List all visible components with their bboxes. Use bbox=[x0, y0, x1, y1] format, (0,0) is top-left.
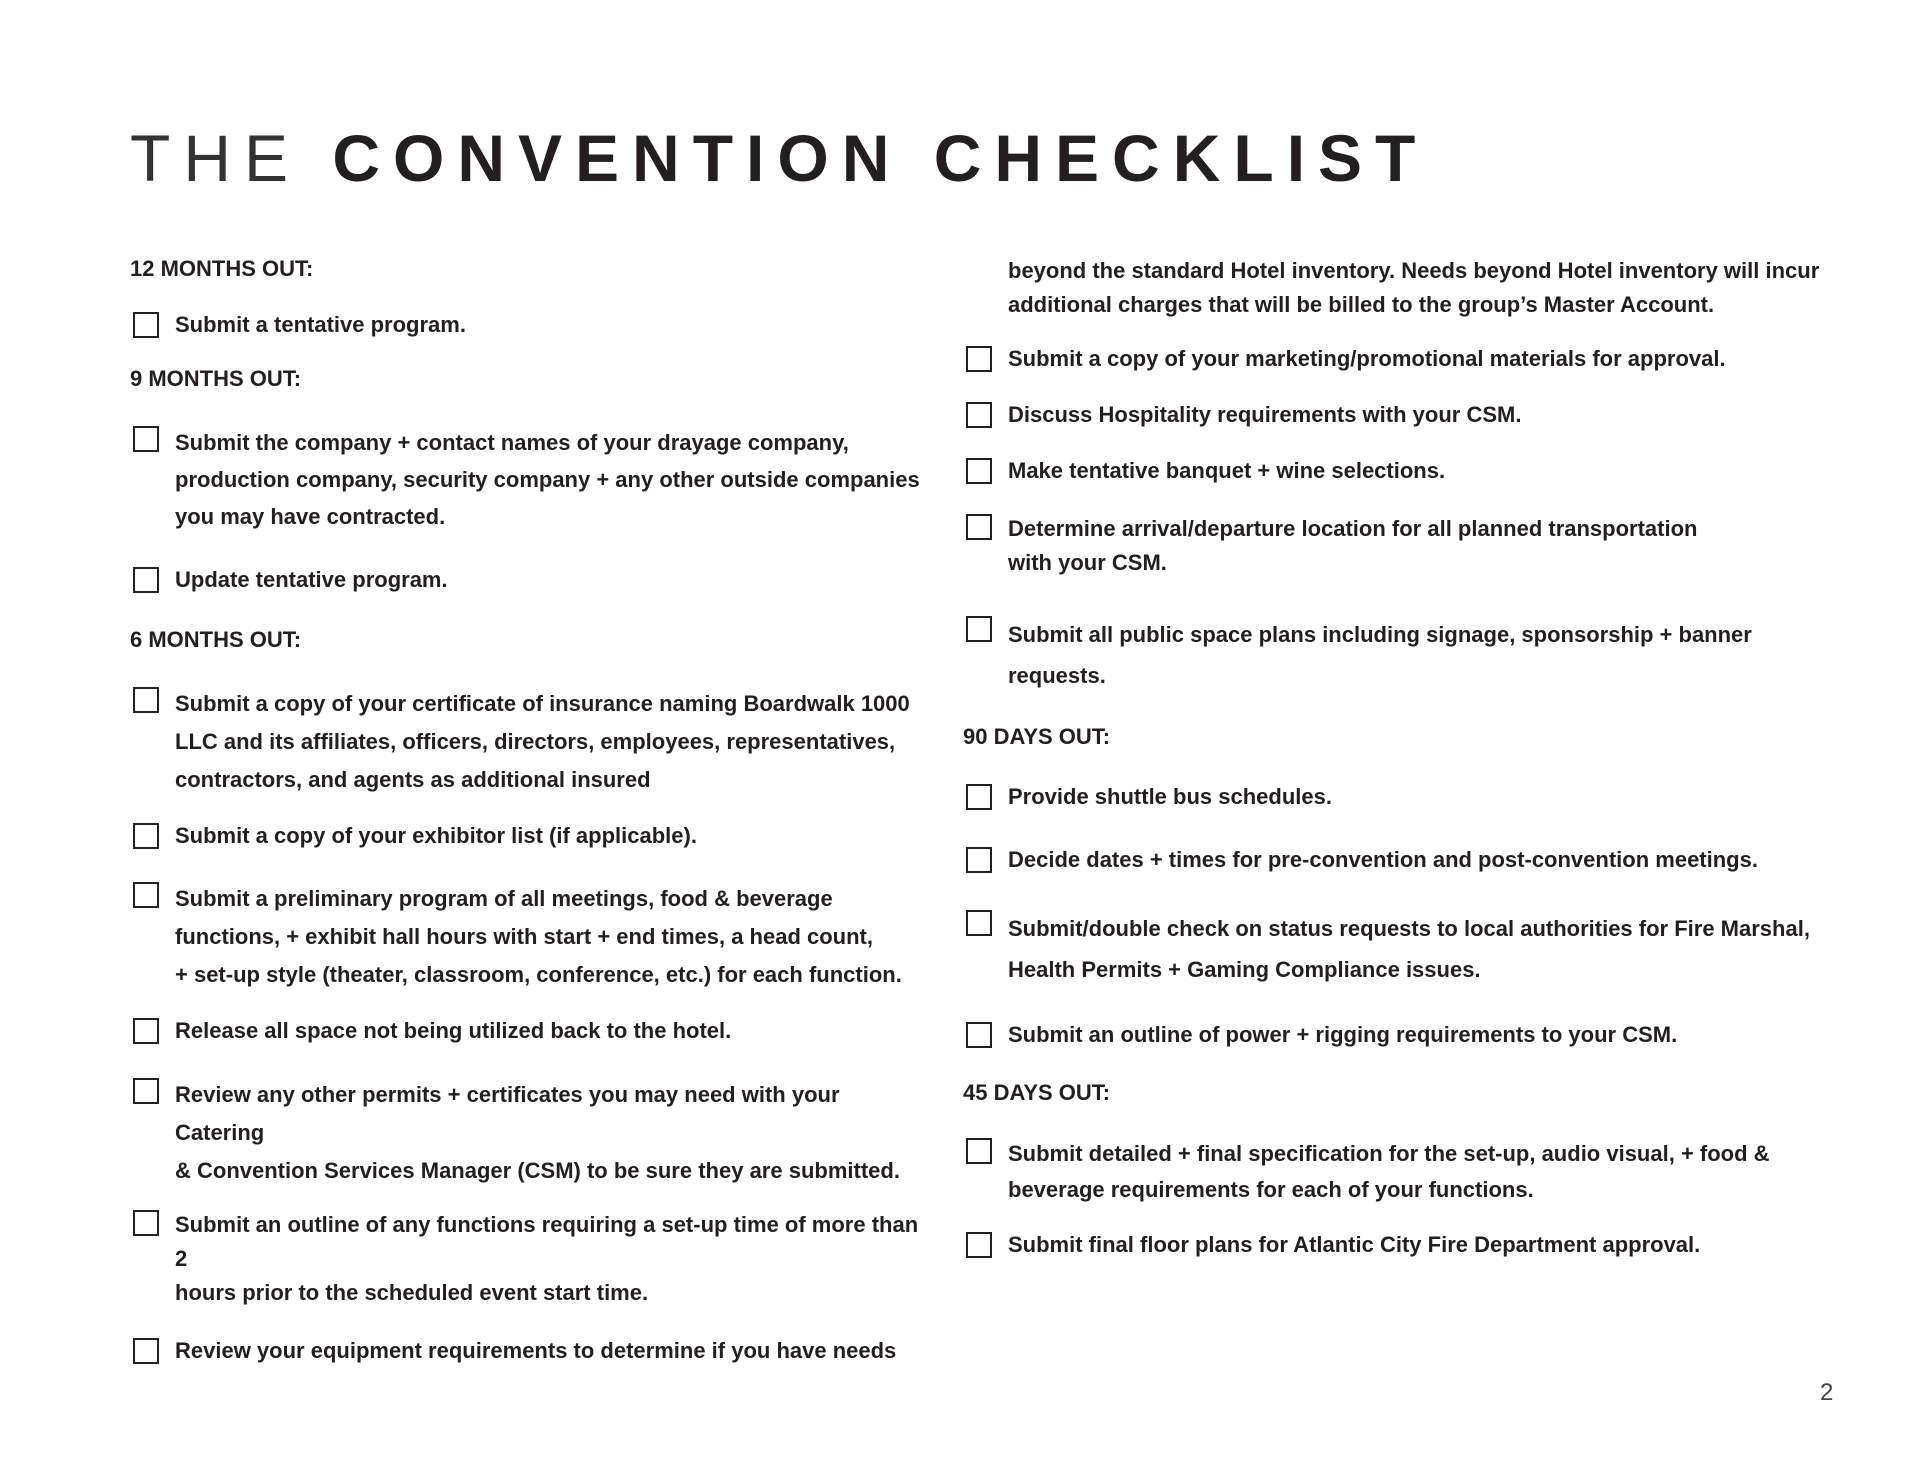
item-text: Discuss Hospitality requirements with your CSM. bbox=[1008, 402, 1522, 427]
item-text: Release all space not being utilized back to the hotel. bbox=[175, 1018, 732, 1043]
checkbox[interactable] bbox=[966, 346, 992, 372]
checklist-item[interactable] bbox=[963, 908, 1823, 990]
item-text: Provide shuttle bus schedules. bbox=[1008, 784, 1332, 809]
item-text: Review any other permits + certificates you may need with your Catering & Convention Services Manager (CSM) to be sure they are submitted. bbox=[175, 1082, 900, 1183]
title-the: THE bbox=[130, 121, 301, 195]
right-column bbox=[963, 254, 1823, 1260]
checkbox[interactable] bbox=[966, 402, 992, 428]
heading-12-months: 12 MONTHS OUT: bbox=[130, 256, 314, 281]
checklist-item[interactable] bbox=[130, 1076, 920, 1190]
item-text: Make tentative banquet + wine selections. bbox=[1008, 458, 1446, 483]
checkbox[interactable] bbox=[966, 784, 992, 810]
item-text: Submit detailed + final specification for the set-up, audio visual, + food & beverage requirements for each of your functions. bbox=[1008, 1141, 1770, 1202]
title-convention-checklist: CONVENTION CHECKLIST bbox=[332, 121, 1429, 195]
checkbox[interactable] bbox=[966, 1022, 992, 1048]
item-text: Submit all public space plans including signage, sponsorship + banner requests. bbox=[1008, 622, 1752, 688]
checklist-item[interactable] bbox=[130, 310, 920, 340]
checkbox[interactable] bbox=[966, 910, 992, 936]
checkbox[interactable] bbox=[966, 847, 992, 873]
checklist-item[interactable] bbox=[130, 685, 920, 799]
checkbox[interactable] bbox=[133, 1078, 159, 1104]
checklist-item[interactable] bbox=[963, 845, 1823, 875]
heading-90-days: 90 DAYS OUT: bbox=[963, 724, 1111, 749]
checklist-item[interactable] bbox=[130, 1208, 920, 1310]
checkbox[interactable] bbox=[966, 616, 992, 642]
checkbox[interactable] bbox=[133, 823, 159, 849]
item-text: Submit the company + contact names of your drayage company, production company, security company + any other outside companies you may have contracted. bbox=[175, 430, 920, 529]
checkbox[interactable] bbox=[133, 312, 159, 338]
checklist-item[interactable] bbox=[130, 821, 920, 851]
item-text: Submit a copy of your marketing/promotional materials for approval. bbox=[1008, 346, 1726, 371]
left-column bbox=[130, 254, 920, 1366]
item-text: Update tentative program. bbox=[175, 567, 448, 592]
continued-item-text: beyond the standard Hotel inventory. Needs beyond Hotel inventory will incur additional charges that will be billed to the group’s Master Account. bbox=[1008, 258, 1820, 317]
checkbox[interactable] bbox=[133, 1338, 159, 1364]
item-text: Determine arrival/departure location for all planned transportation with your CSM. bbox=[1008, 516, 1698, 575]
checklist-item[interactable] bbox=[130, 1016, 920, 1046]
checkbox[interactable] bbox=[966, 1138, 992, 1164]
checklist-item[interactable] bbox=[963, 456, 1823, 486]
checklist-item[interactable] bbox=[963, 344, 1823, 374]
checklist-item[interactable] bbox=[130, 565, 920, 595]
checklist-item[interactable] bbox=[130, 424, 920, 535]
checkbox[interactable] bbox=[966, 514, 992, 540]
item-text: Submit a copy of your exhibitor list (if applicable). bbox=[175, 823, 697, 848]
checklist-item[interactable] bbox=[963, 1020, 1823, 1050]
item-text: Submit an outline of any functions requiring a set-up time of more than 2 hours prior to the scheduled event start time. bbox=[175, 1212, 919, 1305]
item-text: Submit final floor plans for Atlantic City Fire Department approval. bbox=[1008, 1232, 1701, 1257]
item-text: Submit an outline of power + rigging requirements to your CSM. bbox=[1008, 1022, 1678, 1047]
item-text: Submit a preliminary program of all meetings, food & beverage functions, + exhibit hall hours with start + end times, a head count, + set-up style (theater, classroom, conference, etc.) for each function. bbox=[175, 886, 902, 987]
checklist-item[interactable] bbox=[963, 1136, 1823, 1208]
item-text: Submit/double check on status requests to local authorities for Fire Marshal, Health Permits + Gaming Compliance issues. bbox=[1008, 916, 1810, 982]
checklist-item[interactable] bbox=[130, 1336, 920, 1366]
checklist-item[interactable] bbox=[130, 880, 920, 994]
checklist-item[interactable] bbox=[963, 614, 1823, 696]
checkbox[interactable] bbox=[133, 426, 159, 452]
checkbox[interactable] bbox=[133, 567, 159, 593]
item-text: Decide dates + times for pre-convention and post-convention meetings. bbox=[1008, 847, 1758, 872]
item-text: Submit a tentative program. bbox=[175, 312, 466, 337]
checklist-item[interactable] bbox=[963, 782, 1823, 812]
heading-45-days: 45 DAYS OUT: bbox=[963, 1080, 1111, 1105]
checklist-item[interactable] bbox=[963, 1230, 1823, 1260]
page-number: 2 bbox=[1820, 1379, 1834, 1406]
item-text: Review your equipment requirements to determine if you have needs bbox=[175, 1338, 897, 1363]
page-title bbox=[130, 118, 1428, 198]
checkbox[interactable] bbox=[133, 1018, 159, 1044]
checkbox[interactable] bbox=[133, 882, 159, 908]
heading-9-months: 9 MONTHS OUT: bbox=[130, 366, 302, 391]
checklist-item[interactable] bbox=[963, 400, 1823, 430]
checkbox[interactable] bbox=[966, 1232, 992, 1258]
checkbox[interactable] bbox=[133, 687, 159, 713]
checkbox[interactable] bbox=[133, 1210, 159, 1236]
item-text: Submit a copy of your certificate of insurance naming Boardwalk 1000 LLC and its affiliates, officers, directors, employees, representatives, contractors, and agents as additional insured bbox=[175, 691, 910, 792]
checklist-item[interactable] bbox=[963, 512, 1823, 580]
checkbox[interactable] bbox=[966, 458, 992, 484]
heading-6-months: 6 MONTHS OUT: bbox=[130, 627, 302, 652]
